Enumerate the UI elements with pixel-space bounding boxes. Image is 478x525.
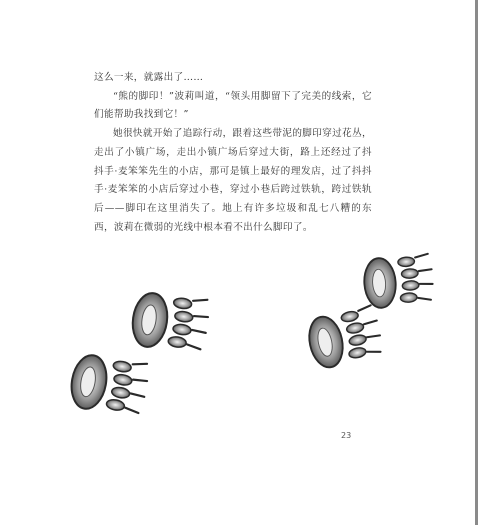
- pawprint-middle-right: [305, 305, 385, 371]
- story-text: [94, 69, 372, 237]
- paragraph-2: “熊的脚印！”波莉叫道，“领头用脚留下了完美的线索，它们能帮助我找到它！”: [94, 90, 372, 121]
- paragraph-1: 这么一来，就露出了……: [94, 72, 204, 83]
- page-number: 23: [341, 431, 352, 440]
- pawprint-lower-left: [68, 351, 150, 418]
- pawprint-upper-left: [129, 290, 210, 355]
- pawprint-upper-right: [363, 254, 434, 309]
- paragraph-3: 她很快就开始了追踪行动，跟着这些带泥的脚印穿过花丛，走出了小镇广场，走出小镇广场后穿过大街，路上还经过了抖抖手·麦笨笨先生的小店，那可是镇上最好的理发店，过了抖抖手·麦笨笨的小店后穿过小巷，穿过小巷后跨过铁轨，跨过铁轨后——脚印在这里消失了。地上有许多垃圾和乱七八糟的东西，波莉在微弱的光线中根本看不出什么脚印了。: [94, 128, 372, 233]
